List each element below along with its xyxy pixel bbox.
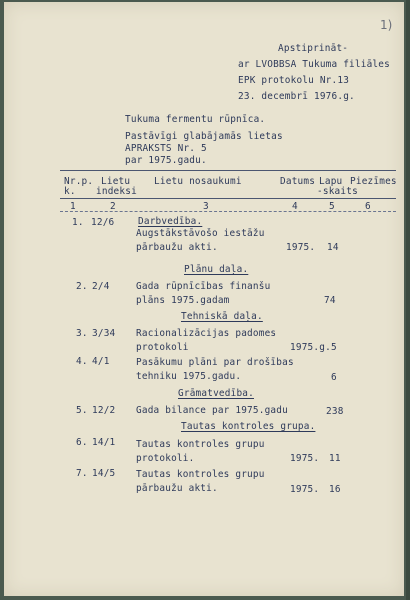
header-rule-mid [60,198,396,199]
header-rule-bottom [60,211,396,212]
scan-edge [406,0,410,600]
row-7-title-cont: pārbaužu akti. [136,483,218,494]
row-5-nr: 5. [76,405,88,416]
section-heading: Grāmatvedība. [178,388,254,399]
row-4-pages: 6 [331,372,337,383]
row-6-index: 14/1 [92,437,116,448]
row-4-title: Pasākumu plāni par drošības [136,357,294,368]
col-number-2: 2 [110,201,116,212]
col-title-header: Lietu nosaukumi [154,176,242,187]
row-4-title-cont: tehniku 1975.gadu. [136,371,242,382]
row-7-pages: 16 [329,484,341,495]
row-1-nr: 1. [72,217,84,228]
approval-line-2: ar LVOBBSA Tukuma filiāles [238,59,390,70]
row-7-title: Tautas kontroles grupu [136,469,265,480]
row-6-title-cont: protokoli. [136,453,195,464]
section-heading: Darbvedība. [138,216,203,227]
approval-line-1: Apstiprināt- [278,43,349,54]
col-notes-header: Piezīmes [350,176,397,187]
row-3-date: 1975.g. [290,342,331,353]
row-1-pages: 14 [327,242,339,253]
row-3-nr: 3. [76,328,88,339]
section-heading: Plānu daļa. [184,264,249,275]
approval-line-3: EPK protokolu Nr.13 [238,75,350,86]
row-4-index: 4/1 [92,356,110,367]
col-index-line1: Lietu [101,176,131,187]
col-nr-line2: k. [64,186,76,197]
row-1-title: Augstākstāvošo iestāžu [136,228,265,239]
row-1-index: 12/6 [91,217,115,228]
row-7-nr: 7. [76,468,88,479]
row-5-pages: 238 [326,406,344,417]
row-5-index: 12/2 [92,405,116,416]
row-6-date: 1975. [290,453,320,464]
section-heading: Tautas kontroles grupa. [181,421,316,432]
row-1-title-cont: pārbaužu akti. [136,242,218,253]
col-number-5: 5 [329,201,335,212]
row-6-title: Tautas kontroles grupu [136,439,265,450]
row-6-nr: 6. [76,437,88,448]
row-3-pages: 5 [331,342,337,353]
row-7-date: 1975. [290,484,320,495]
row-2-title: Gada rūpnīcības finanšu [136,281,271,292]
approval-line-4: 23. decembrī 1976.g. [238,91,355,102]
col-pages-line1: Lapu [319,176,343,187]
row-5-title: Gada bilance par 1975.gadu [136,405,288,416]
row-3-title: Racionalizācijas padomes [136,328,277,339]
row-6-pages: 11 [329,453,341,464]
title-line-2: APRAKSTS Nr. 5 [125,143,207,154]
col-number-4: 4 [292,201,298,212]
col-number-1: 1 [70,201,76,212]
row-3-index: 3/34 [92,328,116,339]
col-number-6: 6 [365,201,371,212]
row-7-index: 14/5 [92,468,116,479]
row-1-date: 1975. [286,242,316,253]
corner-mark: 1) [380,18,393,32]
title-line-3: par 1975.gadu. [125,155,207,166]
col-pages-line2: -skaits [317,186,358,197]
document-page [4,2,404,596]
col-nr-line1: Nr.p. [64,176,94,187]
col-date-header: Datums [280,176,316,187]
row-3-title-cont: protokoli [136,342,189,353]
col-number-3: 3 [203,201,209,212]
row-2-pages: 74 [324,295,336,306]
header-rule-top [60,170,396,171]
row-2-index: 2/4 [92,281,110,292]
row-2-nr: 2. [76,281,88,292]
section-heading: Tehniskā daļa. [181,311,263,322]
col-index-line2: indeksi [96,186,137,197]
row-4-nr: 4. [76,356,88,367]
row-2-title-cont: plāns 1975.gadam [136,295,230,306]
institution-name: Tukuma fermentu rūpnīca. [125,114,266,125]
title-line-1: Pastāvīgi glabājamās lietas [125,131,283,142]
